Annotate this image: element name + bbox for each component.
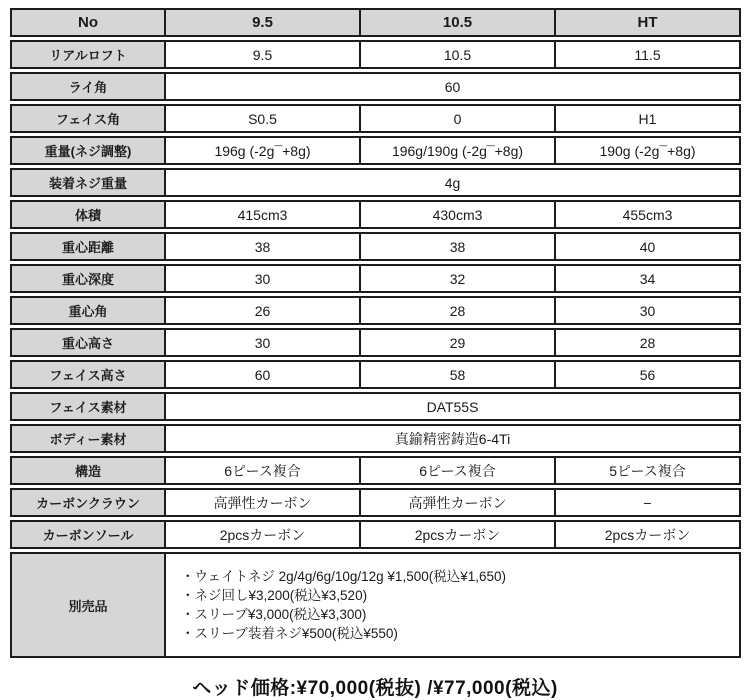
row-label: 重量(ネジ調整) bbox=[10, 136, 165, 165]
spec-value: 58 bbox=[360, 360, 555, 389]
spec-row bbox=[10, 552, 741, 658]
spec-row bbox=[10, 72, 741, 101]
row-label: 構造 bbox=[10, 456, 165, 485]
row-label: リアルロフト bbox=[10, 40, 165, 69]
spec-value: 60 bbox=[165, 360, 360, 389]
spec-table-body bbox=[10, 8, 741, 658]
spec-row bbox=[10, 232, 741, 261]
row-label: カーボンソール bbox=[10, 520, 165, 549]
spec-value: 190g (-2g¯+8g) bbox=[555, 136, 741, 165]
accessory-line: ・スリーブ¥3,000(税込¥3,300) bbox=[181, 607, 367, 622]
spec-value: 38 bbox=[360, 232, 555, 261]
head-price-note: ヘッド価格:¥70,000(税抜) /¥77,000(税込) bbox=[192, 678, 558, 699]
spec-value: 30 bbox=[165, 328, 360, 357]
spec-value: 2pcsカーボン bbox=[165, 520, 360, 549]
spec-value: 6ピース複合 bbox=[165, 456, 360, 485]
spec-value: 26 bbox=[165, 296, 360, 325]
spec-row bbox=[10, 392, 741, 421]
spec-value: 196g/190g (-2g¯+8g) bbox=[360, 136, 555, 165]
spec-value: 2pcsカーボン bbox=[360, 520, 555, 549]
spec-value-span: DAT55S bbox=[165, 392, 741, 421]
column-header-value: 9.5 bbox=[165, 8, 360, 37]
spec-row bbox=[10, 488, 741, 517]
spec-value-span: 4g bbox=[165, 168, 741, 197]
spec-value: 2pcsカーボン bbox=[555, 520, 741, 549]
spec-value: 28 bbox=[360, 296, 555, 325]
spec-row bbox=[10, 520, 741, 549]
spec-value-span: 60 bbox=[165, 72, 741, 101]
spec-row bbox=[10, 104, 741, 133]
spec-value: 29 bbox=[360, 328, 555, 357]
spec-value: 高弾性カーボン bbox=[165, 488, 360, 517]
column-header-label: No bbox=[10, 8, 165, 37]
spec-row bbox=[10, 456, 741, 485]
spec-value: 196g (-2g¯+8g) bbox=[165, 136, 360, 165]
spec-value: 高弾性カーボン bbox=[360, 488, 555, 517]
spec-value: 56 bbox=[555, 360, 741, 389]
spec-value: 30 bbox=[555, 296, 741, 325]
row-label: 装着ネジ重量 bbox=[10, 168, 165, 197]
row-label: カーボンクラウン bbox=[10, 488, 165, 517]
spec-value: S0.5 bbox=[165, 104, 360, 133]
spec-value: 0 bbox=[360, 104, 555, 133]
row-label: フェイス角 bbox=[10, 104, 165, 133]
spec-value: 455cm3 bbox=[555, 200, 741, 229]
row-label: 体積 bbox=[10, 200, 165, 229]
spec-row bbox=[10, 168, 741, 197]
spec-value: 5ピース複合 bbox=[555, 456, 741, 485]
spec-row bbox=[10, 40, 741, 69]
spec-value: 34 bbox=[555, 264, 741, 293]
row-label: ライ角 bbox=[10, 72, 165, 101]
row-label: ボディー素材 bbox=[10, 424, 165, 453]
spec-row bbox=[10, 360, 741, 389]
spec-value: H1 bbox=[555, 104, 741, 133]
row-label: 重心高さ bbox=[10, 328, 165, 357]
row-label: 重心距離 bbox=[10, 232, 165, 261]
spec-row bbox=[10, 424, 741, 453]
spec-value: 415cm3 bbox=[165, 200, 360, 229]
row-label: 別売品 bbox=[10, 552, 165, 658]
row-label: フェイス高さ bbox=[10, 360, 165, 389]
spec-value: 6ピース複合 bbox=[360, 456, 555, 485]
spec-value-span: 真鍮精密鋳造6-4Ti bbox=[165, 424, 741, 453]
spec-value: 10.5 bbox=[360, 40, 555, 69]
spec-value: 38 bbox=[165, 232, 360, 261]
spec-value: 28 bbox=[555, 328, 741, 357]
spec-value: 11.5 bbox=[555, 40, 741, 69]
spec-row bbox=[10, 200, 741, 229]
accessory-line: ・ウェイトネジ 2g/4g/6g/10g/12g ¥1,500(税込¥1,650) bbox=[181, 569, 506, 584]
spec-table bbox=[10, 5, 741, 661]
spec-row bbox=[10, 328, 741, 357]
spec-value: 40 bbox=[555, 232, 741, 261]
row-label: 重心深度 bbox=[10, 264, 165, 293]
spec-value: − bbox=[555, 488, 741, 517]
accessory-line: ・スリーブ装着ネジ¥500(税込¥550) bbox=[181, 626, 398, 641]
accessories-cell bbox=[165, 552, 741, 658]
row-label: フェイス素材 bbox=[10, 392, 165, 421]
accessory-line: ・ネジ回し¥3,200(税込¥3,520) bbox=[181, 588, 368, 603]
spec-row bbox=[10, 296, 741, 325]
spec-value: 32 bbox=[360, 264, 555, 293]
spec-sheet-page bbox=[0, 5, 750, 699]
column-header-value: HT bbox=[555, 8, 741, 37]
spec-value: 30 bbox=[165, 264, 360, 293]
column-header-value: 10.5 bbox=[360, 8, 555, 37]
spec-value: 430cm3 bbox=[360, 200, 555, 229]
spec-header-row bbox=[10, 8, 741, 37]
spec-row bbox=[10, 264, 741, 293]
spec-value: 9.5 bbox=[165, 40, 360, 69]
spec-row bbox=[10, 136, 741, 165]
row-label: 重心角 bbox=[10, 296, 165, 325]
